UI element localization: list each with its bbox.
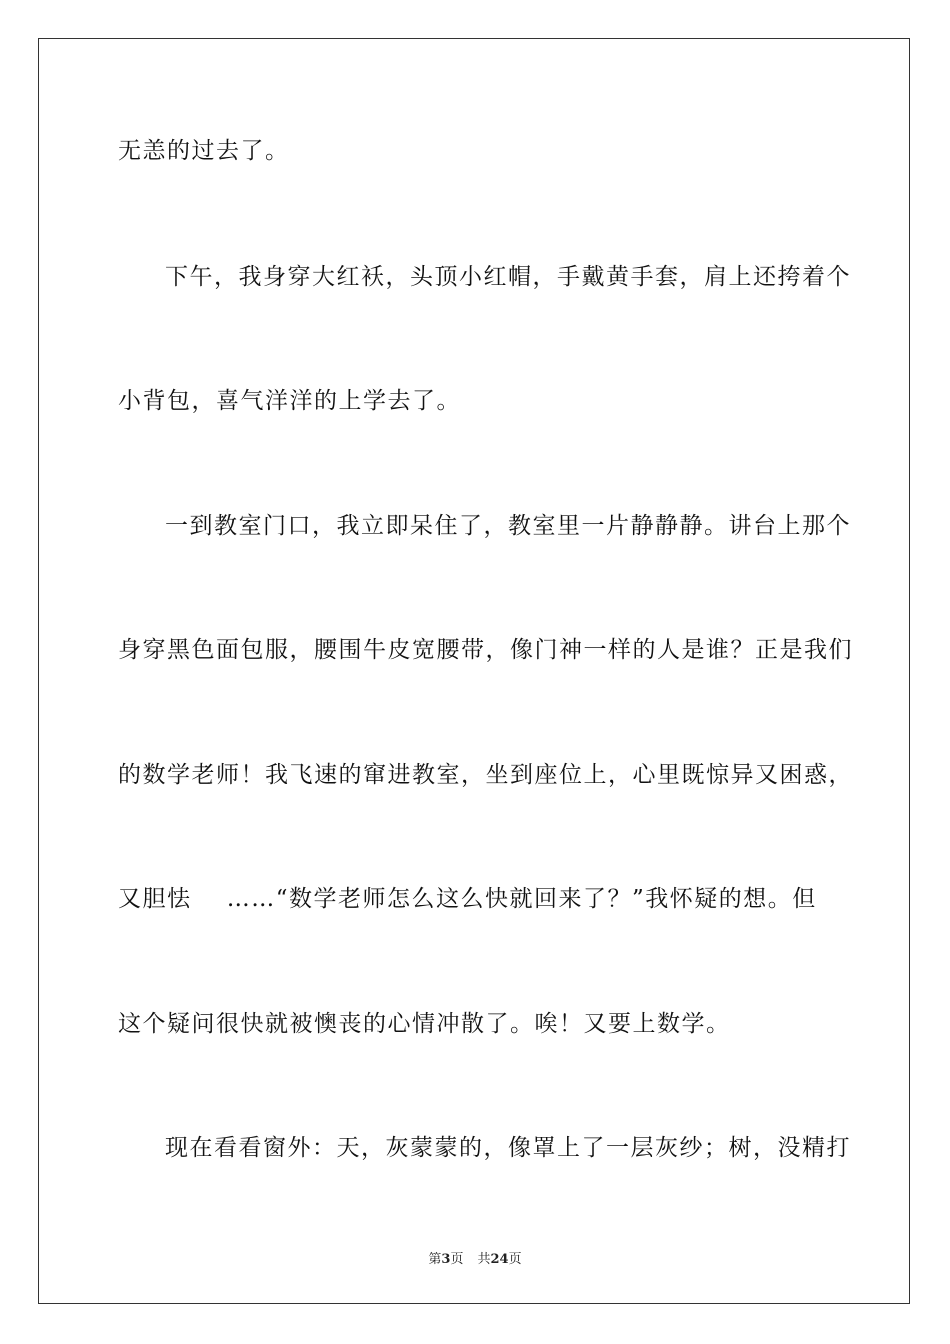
text-line-1: 无恙的过去了。 <box>118 138 290 164</box>
text-line-3: 小背包，喜气洋洋的上学去了。 <box>118 388 461 414</box>
text-line-6: 的数学老师！我飞速的窜进教室，坐到座位上，心里既惊异又困惑， <box>118 762 853 788</box>
text-line-2: 下午，我身穿大红袄，头顶小红帽，手戴黄手套，肩上还挎着个 <box>165 264 851 290</box>
page-footer <box>0 1248 950 1267</box>
total-prefix: 共 <box>477 1252 491 1267</box>
text-line-5: 身穿黑色面包服，腰围牛皮宽腰带，像门神一样的人是谁？正是我们 <box>118 637 853 663</box>
page-border <box>38 38 910 1304</box>
text-line-9: 现在看看窗外：天，灰蒙蒙的，像罩上了一层灰纱；树，没精打 <box>165 1135 851 1161</box>
text-line-8: 这个疑问很快就被懊丧的心情冲散了。唉！又要上数学。 <box>118 1011 731 1037</box>
page-suffix: 页 <box>450 1252 464 1267</box>
page-number: 3 <box>441 1252 451 1267</box>
total-suffix: 页 <box>508 1252 522 1267</box>
text-line-4: 一到教室门口，我立即呆住了，教室里一片静静静。讲台上那个 <box>165 513 851 539</box>
text-line-7: 又胆怯 ……“数学老师怎么这么快就回来了？”我怀疑的想。但 <box>118 886 817 912</box>
total-pages: 24 <box>490 1252 509 1267</box>
page-prefix: 第 <box>428 1252 442 1267</box>
